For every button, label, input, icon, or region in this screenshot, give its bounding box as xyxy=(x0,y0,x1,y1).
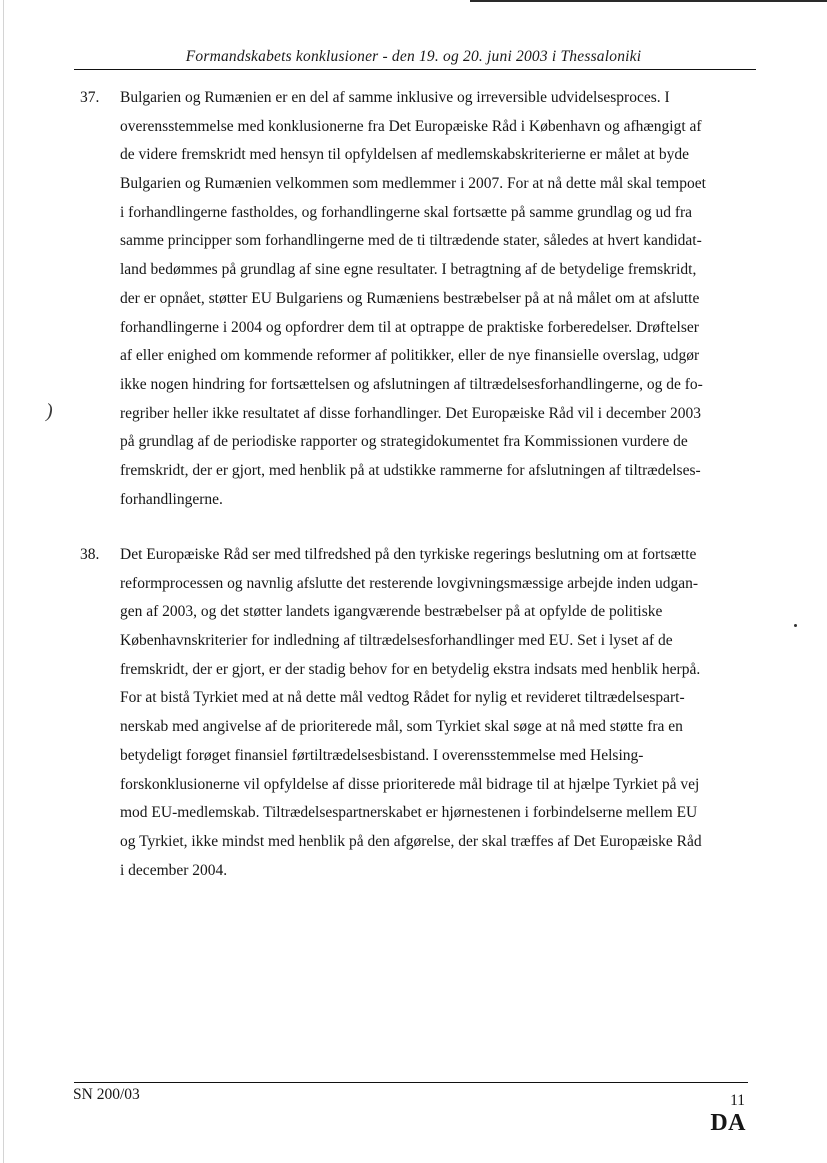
footer-rule xyxy=(74,1082,748,1083)
paragraph-line: fremskridt, der er gjort, er der stadig behov for en betydelig ekstra indsats med henblik herpå. xyxy=(120,660,701,678)
paragraph-line: fremskridt, der er gjort, med henblik på at udstikke rammerne for afslutningen af tiltrædelses- xyxy=(120,461,701,479)
scan-edge-top xyxy=(470,0,827,2)
paragraph-line: Københavnskriterier for indledning af tiltrædelsesforhandlinger med EU. Set i lyset af de xyxy=(120,632,673,650)
paragraph-line: samme principper som forhandlingerne med de ti tiltrædende stater, således at hvert kandidat- xyxy=(120,232,702,250)
paragraph-line: land bedømmes på grundlag af sine egne resultater. I betragtning af de betydelige fremskridt, xyxy=(120,261,697,279)
paragraph-line: forhandlingerne i 2004 og opfordrer dem til at optrappe de praktiske forberedelser. Drøftelser xyxy=(120,318,699,336)
paragraph-line: på grundlag af de periodiske rapporter og strategidokumentet fra Kommissionen vurdere de xyxy=(120,433,688,451)
page-header: Formandskabets konklusioner - den 19. og 20. juni 2003 i Thessaloniki xyxy=(185,48,642,65)
paragraph-line: nerskab med angivelse af de prioriterede mål, som Tyrkiet skal søge at nå med støtte fra en xyxy=(120,718,683,736)
paragraph-body xyxy=(120,84,760,514)
paragraph-line: og Tyrkiet, ikke mindst med henblik på den afgørelse, der skal træffes af Det Europæiske Råd xyxy=(120,832,702,850)
paragraph-line: forskonklusionerne vil opfyldelse af disse prioriterede mål bidrage til at hjælpe Tyrkiet på vej xyxy=(120,775,700,793)
paragraph-number: 38. xyxy=(80,546,100,563)
paragraph-number: 37. xyxy=(80,89,100,106)
margin-mark: ) xyxy=(46,400,53,422)
paragraph-line: de videre fremskridt med hensyn til opfyldelsen af medlemskabskriterierne er målet at byde xyxy=(120,146,689,164)
paragraph-line: i forhandlingerne fastholdes, og forhandlingerne skal fortsætte på samme grundlag og ud fra xyxy=(120,203,693,221)
paragraph-line: overensstemmelse med konklusionerne fra Det Europæiske Råd i København og afhængigt af xyxy=(120,117,702,135)
paragraph-line: For at bistå Tyrkiet med at nå dette mål vedtog Rådet for nylig et revideret tiltrædelsespart- xyxy=(120,689,685,707)
paragraph-line: mod EU-medlemskab. Tiltrædelsespartnerskabet er hjørnestenen i forbindelserne mellem EU xyxy=(120,804,698,822)
header-rule xyxy=(74,69,756,70)
scan-edge-left xyxy=(3,0,4,1163)
paragraph-line: betydeligt forøget finansiel førtiltrædelsesbistand. I overensstemmelse med Helsing- xyxy=(120,746,644,764)
paragraph-line: reformprocessen og navnlig afslutte det resterende lovgivningsmæssige arbejde inden udgan- xyxy=(120,574,699,592)
paragraph-line: ikke nogen hindring for fortsættelsen og afslutningen af tiltrædelsesforhandlingerne, og de fo- xyxy=(120,375,703,393)
paragraph-line: der er opnået, støtter EU Bulgariens og Rumæniens bestræbelser på at nå målet om at afslutte xyxy=(120,289,700,307)
paragraph-body xyxy=(120,541,760,885)
language-code: DA xyxy=(710,1110,746,1136)
paragraph-line: i december 2004. xyxy=(120,861,228,879)
paragraph-line: forhandlingerne. xyxy=(120,490,223,508)
paragraph-line: Det Europæiske Råd ser med tilfredshed på den tyrkiske regerings beslutning om at fortsætte xyxy=(120,546,697,563)
paragraph-line: regriber heller ikke resultatet af disse forhandlinger. Det Europæiske Råd vil i december 2003 xyxy=(120,404,702,422)
paragraph-line: gen af 2003, og det støtter landets igangværende bestræbelser på at opfylde de politiske xyxy=(120,603,663,621)
paragraph-line: af eller enighed om kommende reformer af politikker, eller de nye finansielle overslag, udgør xyxy=(120,347,700,365)
page-number: 11 xyxy=(730,1092,745,1109)
margin-dot xyxy=(794,624,797,627)
document-reference: SN 200/03 xyxy=(73,1086,140,1103)
paragraph-line: Bulgarien og Rumænien er en del af samme inklusive og irreversible udvidelsesproces. I xyxy=(120,89,670,106)
paragraph-line: Bulgarien og Rumænien velkommen som medlemmer i 2007. For at nå dette mål skal tempoet xyxy=(120,175,706,193)
